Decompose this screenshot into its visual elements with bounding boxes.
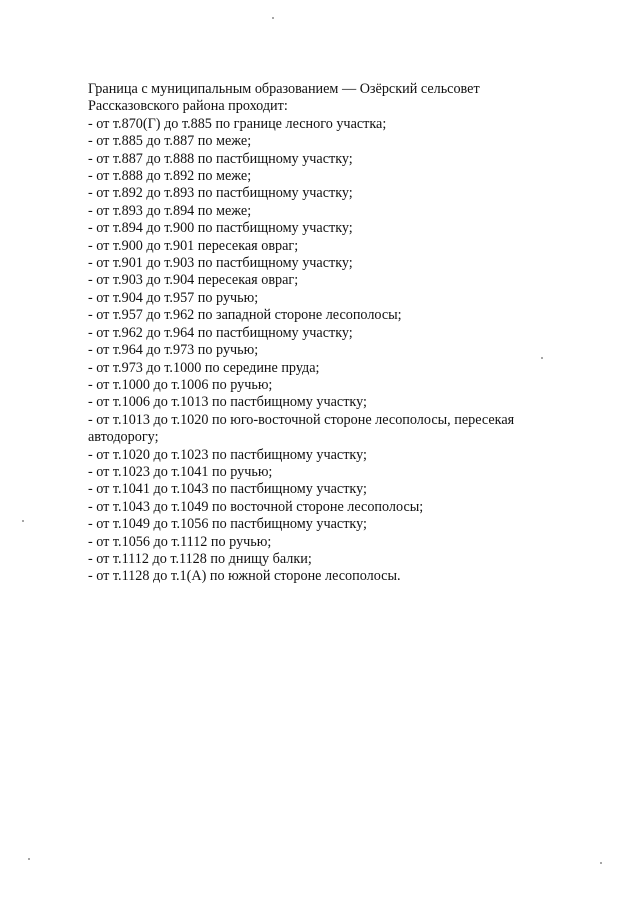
boundary-item: - от т.973 до т.1000 по середине пруда; <box>88 359 320 376</box>
scan-speck <box>541 357 543 359</box>
boundary-item: - от т.1000 до т.1006 по ручью; <box>88 376 273 393</box>
boundary-item-continuation: автодорогу; <box>88 429 159 446</box>
boundary-item: - от т.901 до т.903 по пастбищному участку; <box>88 255 353 272</box>
boundary-item: - от т.1013 до т.1020 по юго-восточной стороне лесополосы, пересекая <box>88 411 515 428</box>
boundary-item: - от т.894 до т.900 по пастбищному участку; <box>88 220 353 237</box>
boundary-item: - от т.870(Г) до т.885 по границе лесного участка; <box>88 115 387 132</box>
scan-speck <box>272 17 274 19</box>
boundary-item: - от т.892 до т.893 по пастбищному участку; <box>88 185 353 202</box>
intro-line: Граница с муниципальным образованием — Озёрский сельсовет <box>88 81 480 97</box>
boundary-item: - от т.1041 до т.1043 по пастбищному участку; <box>88 481 367 498</box>
boundary-item: - от т.887 до т.888 по пастбищному участку; <box>88 150 353 167</box>
boundary-item: - от т.893 до т.894 по меже; <box>88 202 252 219</box>
boundary-item: - от т.1023 до т.1041 по ручью; <box>88 463 273 480</box>
boundary-item: - от т.904 до т.957 по ручью; <box>88 289 259 306</box>
intro-line: Рассказовского района проходит: <box>88 98 288 115</box>
scan-speck <box>22 520 24 522</box>
boundary-item: - от т.900 до т.901 пересекая овраг; <box>88 237 299 254</box>
boundary-item: - от т.1128 до т.1(А) по южной стороне лесополосы. <box>88 568 401 585</box>
boundary-item: - от т.1049 до т.1056 по пастбищному участку; <box>88 516 367 533</box>
scan-speck <box>600 862 602 864</box>
boundary-item: - от т.903 до т.904 пересекая овраг; <box>88 272 299 289</box>
boundary-description <box>88 81 558 586</box>
boundary-item: - от т.1006 до т.1013 по пастбищному участку; <box>88 394 367 411</box>
boundary-item: - от т.1020 до т.1023 по пастбищному участку; <box>88 446 367 463</box>
boundary-item: - от т.885 до т.887 по меже; <box>88 133 252 150</box>
boundary-item: - от т.1056 до т.1112 по ручью; <box>88 533 272 550</box>
boundary-item: - от т.1112 до т.1128 по днищу балки; <box>88 550 312 567</box>
boundary-item: - от т.957 до т.962 по западной стороне лесополосы; <box>88 307 402 324</box>
scan-speck <box>28 858 30 860</box>
boundary-item: - от т.888 до т.892 по меже; <box>88 168 252 185</box>
boundary-item: - от т.962 до т.964 по пастбищному участку; <box>88 324 353 341</box>
boundary-item: - от т.1043 до т.1049 по восточной стороне лесополосы; <box>88 498 424 515</box>
boundary-item: - от т.964 до т.973 по ручью; <box>88 342 259 359</box>
